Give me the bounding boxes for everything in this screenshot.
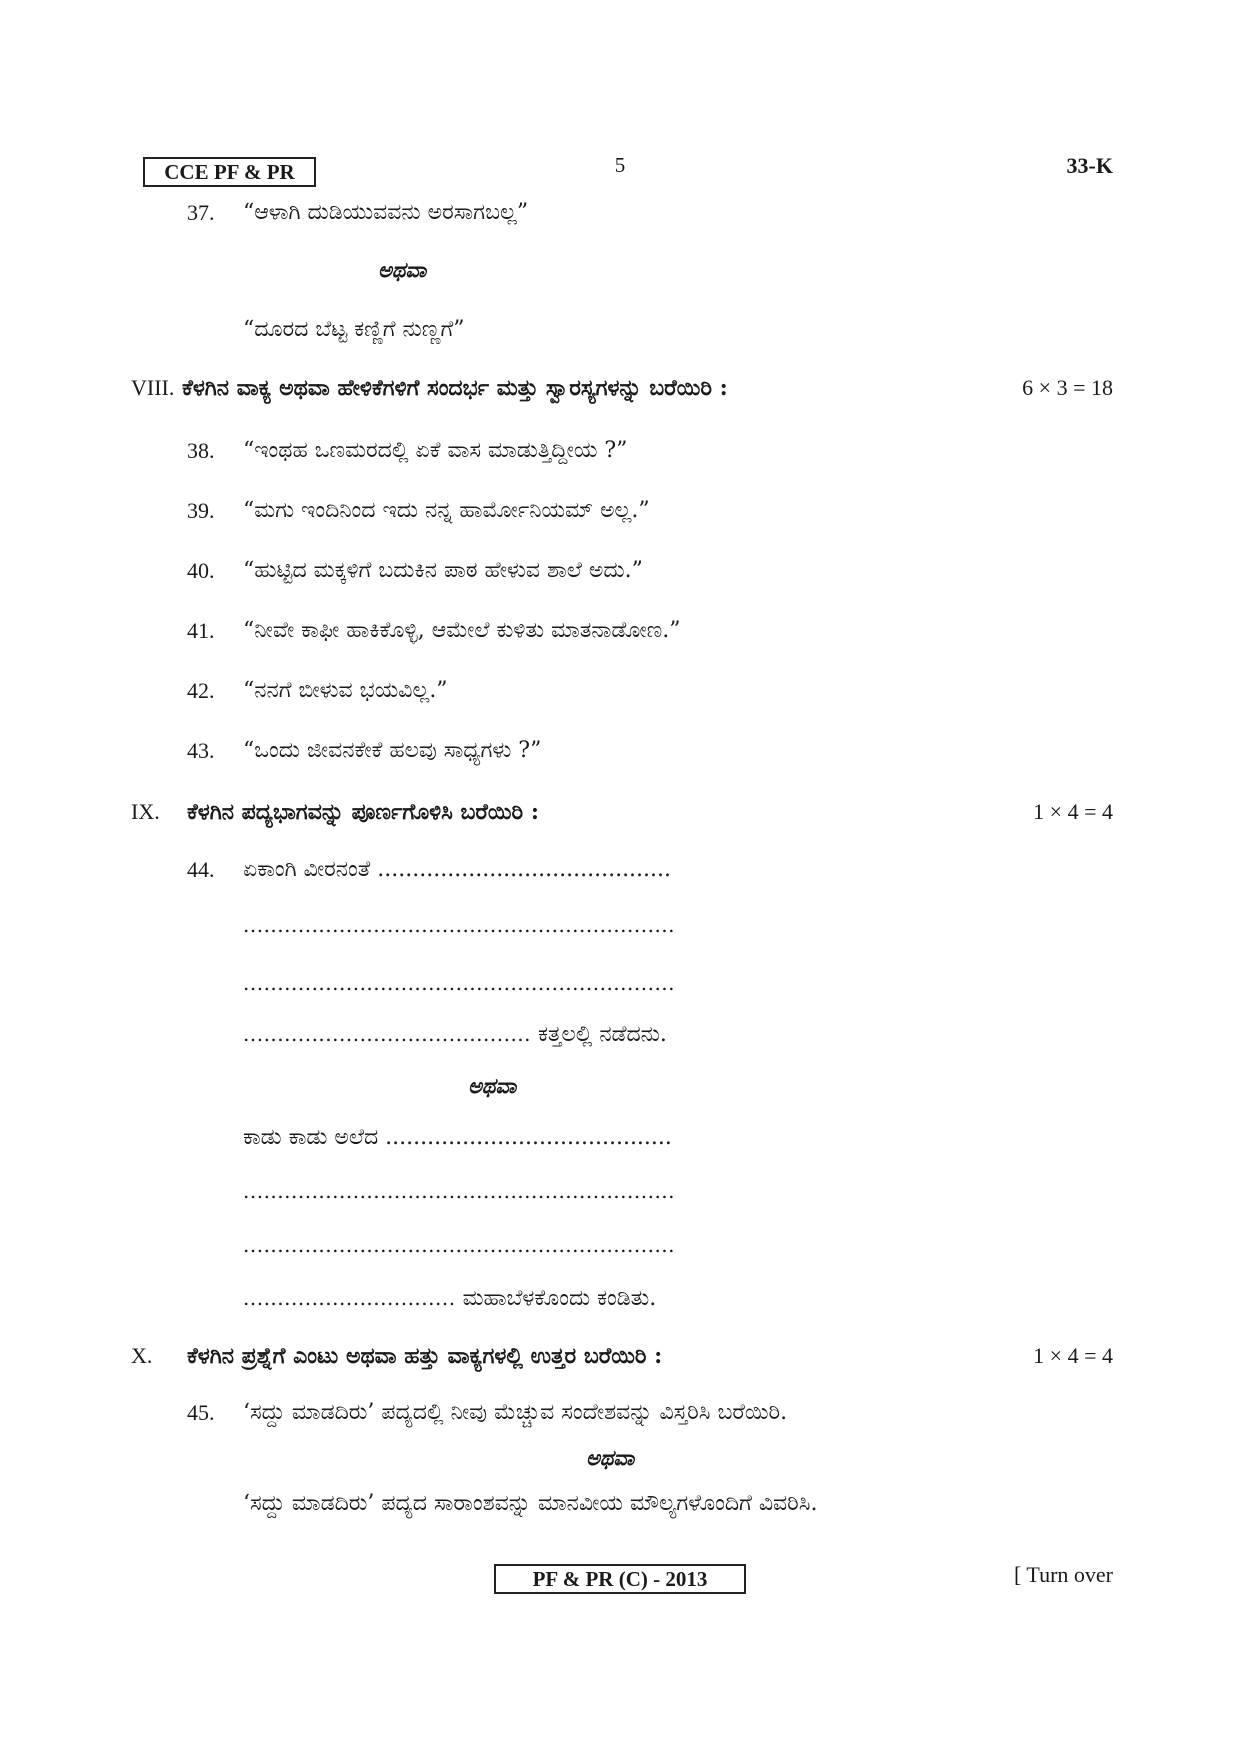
section-heading xyxy=(131,373,728,403)
poem-end-line xyxy=(243,1019,667,1050)
blank-line: ............................................................... xyxy=(243,1179,676,1203)
section-heading xyxy=(131,797,539,827)
or-separator: ಅಥವಾ xyxy=(586,1445,635,1470)
section-title: ಕೆಳಗಿನ ವಾಕ್ಯ ಅಥವಾ ಹೇಳಿಕೆಗಳಿಗೆ ಸಂದರ್ಭ ಮತ್ತು ಸ್ವಾರಸ್ಯಗಳನ್ನು ಬರೆಯಿರಿ : xyxy=(182,375,728,401)
question-text: “ಮಗು ಇಂದಿನಿಂದ ಇದು ನನ್ನ ಹಾರ್ಮೋನಿಯಮ್ ಅಲ್ಲ.” xyxy=(243,498,650,523)
section-title: ಕೆಳಗಿನ ಪದ್ಯಭಾಗವನ್ನು ಪೂರ್ಣಗೊಳಿಸಿ ಬರೆಯಿರಿ : xyxy=(187,799,539,825)
or-separator: ಅಥವಾ xyxy=(468,1073,517,1098)
question-text: ‘ಸದ್ದು ಮಾಡದಿರು’ ಪದ್ಯದಲ್ಲಿ ನೀವು ಮೆಚ್ಚುವ ಸಂದೇಶವನ್ನು ವಿಸ್ತರಿಸಿ ಬರೆಯಿರಿ. xyxy=(243,1400,788,1425)
blank-line: ............................................................... xyxy=(243,1233,676,1257)
question-alt-text: “ದೂರದ ಬೆಟ್ಟ ಕಣ್ಣಿಗೆ ನುಣ್ಣಗೆ” xyxy=(243,317,465,342)
header-code-box: CCE PF & PR xyxy=(143,157,316,187)
question-number: 44. xyxy=(187,857,215,882)
section-title: ಕೆಳಗಿನ ಪ್ರಶ್ನೆಗೆ ಎಂಟು ಅಥವಾ ಹತ್ತು ವಾಕ್ಯಗಳಲ್ಲಿ ಉತ್ತರ ಬರೆಯಿರಿ : xyxy=(187,1343,663,1369)
question-number: 38. xyxy=(187,438,215,463)
section-roman: VIII. xyxy=(131,375,175,400)
blank-line: ............................................................... xyxy=(243,971,676,995)
question-number: 42. xyxy=(187,678,215,703)
poem-alt-start-line: ಕಾಡು ಕಾಡು ಅಲೆದ ......................................... xyxy=(243,1125,672,1150)
question-number: 40. xyxy=(187,558,215,583)
footer-code-box: PF & PR (C) - 2013 xyxy=(494,1564,746,1594)
paper-code: 33-K xyxy=(1066,153,1113,178)
question-number: 43. xyxy=(187,738,215,763)
question-number: 39. xyxy=(187,498,215,523)
poem-alt-end-text: ಮಹಾಬೆಳಕೊಂದು ಕಂಡಿತು. xyxy=(462,1286,657,1311)
section-marks: 1 × 4 = 4 xyxy=(1033,1343,1113,1368)
question-number: 41. xyxy=(187,618,215,643)
blank-line: ............................................................... xyxy=(243,913,676,937)
question-number: 37. xyxy=(187,200,215,225)
question-text: “ಒಂದು ಜೀವನಕೇಕೆ ಹಲವು ಸಾಧ್ಯಗಳು ?” xyxy=(243,738,542,763)
question-text: “ನೀವೇ ಕಾಫೀ ಹಾಕಿಕೊಳ್ಳಿ, ಆಮೇಲೆ ಕುಳಿತು ಮಾತನಾಡೋಣ.” xyxy=(243,618,681,643)
blank-dots: ............................... xyxy=(243,1286,456,1310)
poem-alt-end-line xyxy=(243,1283,656,1314)
question-text: “ಇಂಥಹ ಒಣಮರದಲ್ಲಿ ಏಕೆ ವಾಸ ಮಾಡುತ್ತಿದ್ದೀಯ ?” xyxy=(243,438,628,463)
section-marks: 1 × 4 = 4 xyxy=(1033,799,1113,824)
blank-dots: .......................................... xyxy=(243,1022,532,1046)
section-marks: 6 × 3 = 18 xyxy=(1022,375,1113,400)
section-heading xyxy=(131,1341,662,1371)
question-text: “ಹುಟ್ಟಿದ ಮಕ್ಕಳಿಗೆ ಬದುಕಿನ ಪಾಠ ಹೇಳುವ ಶಾಲೆ ಅದು.” xyxy=(243,558,643,583)
section-roman: X. xyxy=(131,1343,153,1368)
question-alt-text: ‘ಸದ್ದು ಮಾಡದಿರು’ ಪದ್ಯದ ಸಾರಾಂಶವನ್ನು ಮಾನವೀಯ ಮೌಲ್ಯಗಳೊಂದಿಗೆ ವಿವರಿಸಿ. xyxy=(243,1491,818,1516)
question-text: “ಆಳಾಗಿ ದುಡಿಯುವವನು ಅರಸಾಗಬಲ್ಲ” xyxy=(243,200,529,225)
question-text: “ನನಗೆ ಬೀಳುವ ಭಯವಿಲ್ಲ.” xyxy=(243,678,448,703)
question-number: 45. xyxy=(187,1400,215,1425)
turn-over-note: [ Turn over xyxy=(1013,1562,1113,1587)
poem-end-text: ಕತ್ತಲಲ್ಲಿ ನಡೆದನು. xyxy=(538,1022,667,1047)
poem-start-line: ಏಕಾಂಗಿ ವೀರನಂತೆ .......................................... xyxy=(243,857,672,882)
or-separator: ಅಥವಾ xyxy=(378,257,427,282)
section-roman: IX. xyxy=(131,799,160,824)
page-number: 5 xyxy=(614,153,626,177)
